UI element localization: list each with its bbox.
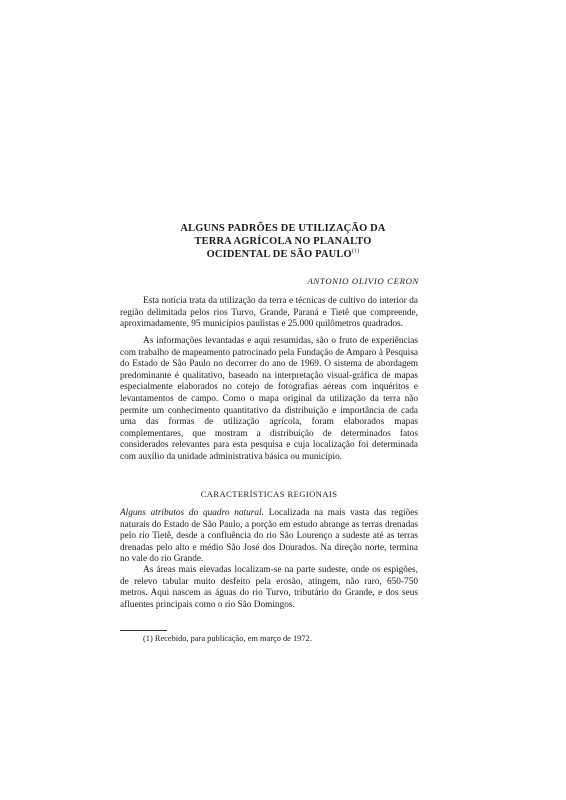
title-line-3-text: OCIDENTAL DE SÃO PAULO: [206, 249, 352, 260]
title-line-1: ALGUNS PADRÕES DE UTILIZAÇÃO DA: [180, 223, 386, 234]
title-footnote-mark: (1): [351, 248, 360, 255]
paragraph-1: Esta notícia trata da utilização da terra e técnicas de cultivo do interior da região delimitada pelos rios Turvo, Grande, Paraná e Tietê que compreende, aproximadamente, 95 municípios paulistas e 25.000 quilômetros quadrados.: [120, 296, 418, 330]
footnote-divider: [120, 630, 167, 631]
paragraph-3-lead: Alguns atributos do quadro natural.: [120, 508, 264, 518]
paragraph-4: As áreas mais elevadas localizam-se na parte sudeste, onde os espigões, de relevo tabular muito desfeito pela erosão, atingem, não raro, 650-750 metros. Aqui nascem as águas do rio Turvo, tributário do Grande, e dos seus afluentes principais como o rio São Domingos.: [120, 565, 418, 610]
paragraph-3-body: Localizada na mais vasta das regiões naturais do Estado de São Paulo, a porção em estudo abrange as terras drenadas pelo rio Tietê, desde a confluência do rio São Lourenço a sudeste até as terras drenadas pelo alto e médio São José dos Dourados. Na direção norte, termina no vale do rio Grande.: [120, 508, 418, 565]
natural-attributes-block: [120, 508, 418, 566]
paragraph-2: As informações levantadas e aqui resumidas, são o fruto de experiências com trabalho de mapeamento patrocinado pela Fundação de Amparo à Pesquisa do Estado de São Paulo no decorrer do ano de 1969. O sistema de abordagem predominante é qualitativo, baseado na interpretação visual-gráfica de mapas especialmente elaborados no cotejo de fotografias aéreas com inquéritos e levantamentos de campo. Como o mapa original da utilização da terra não permite um conhecimento quantitativo da distribuição e importância de cada uma das formas de utilização agrícola, foram elaborados mapas complementares, que mostram a distribuição de determinados fatos considerados relevantes para esta pesquisa e cuja localização foi determinada com auxílio da unidade administrativa básica ou município.: [120, 336, 418, 462]
footnote: (1) Recebido, para publicação, em março de 1972.: [143, 634, 312, 643]
paragraph-3: [120, 508, 418, 566]
elevation-paragraph-block: [120, 565, 418, 611]
article-title: [120, 222, 446, 261]
methods-paragraph-block: [120, 336, 418, 464]
section-heading: CARACTERÍSTICAS REGIONAIS: [200, 489, 338, 499]
intro-paragraph-block: [120, 296, 418, 331]
title-line-2: TERRA AGRÍCOLA NO PLANALTO: [194, 236, 372, 247]
author-name: ANTONIO OLIVIO CERON: [307, 276, 419, 286]
title-line-3: [120, 248, 446, 261]
